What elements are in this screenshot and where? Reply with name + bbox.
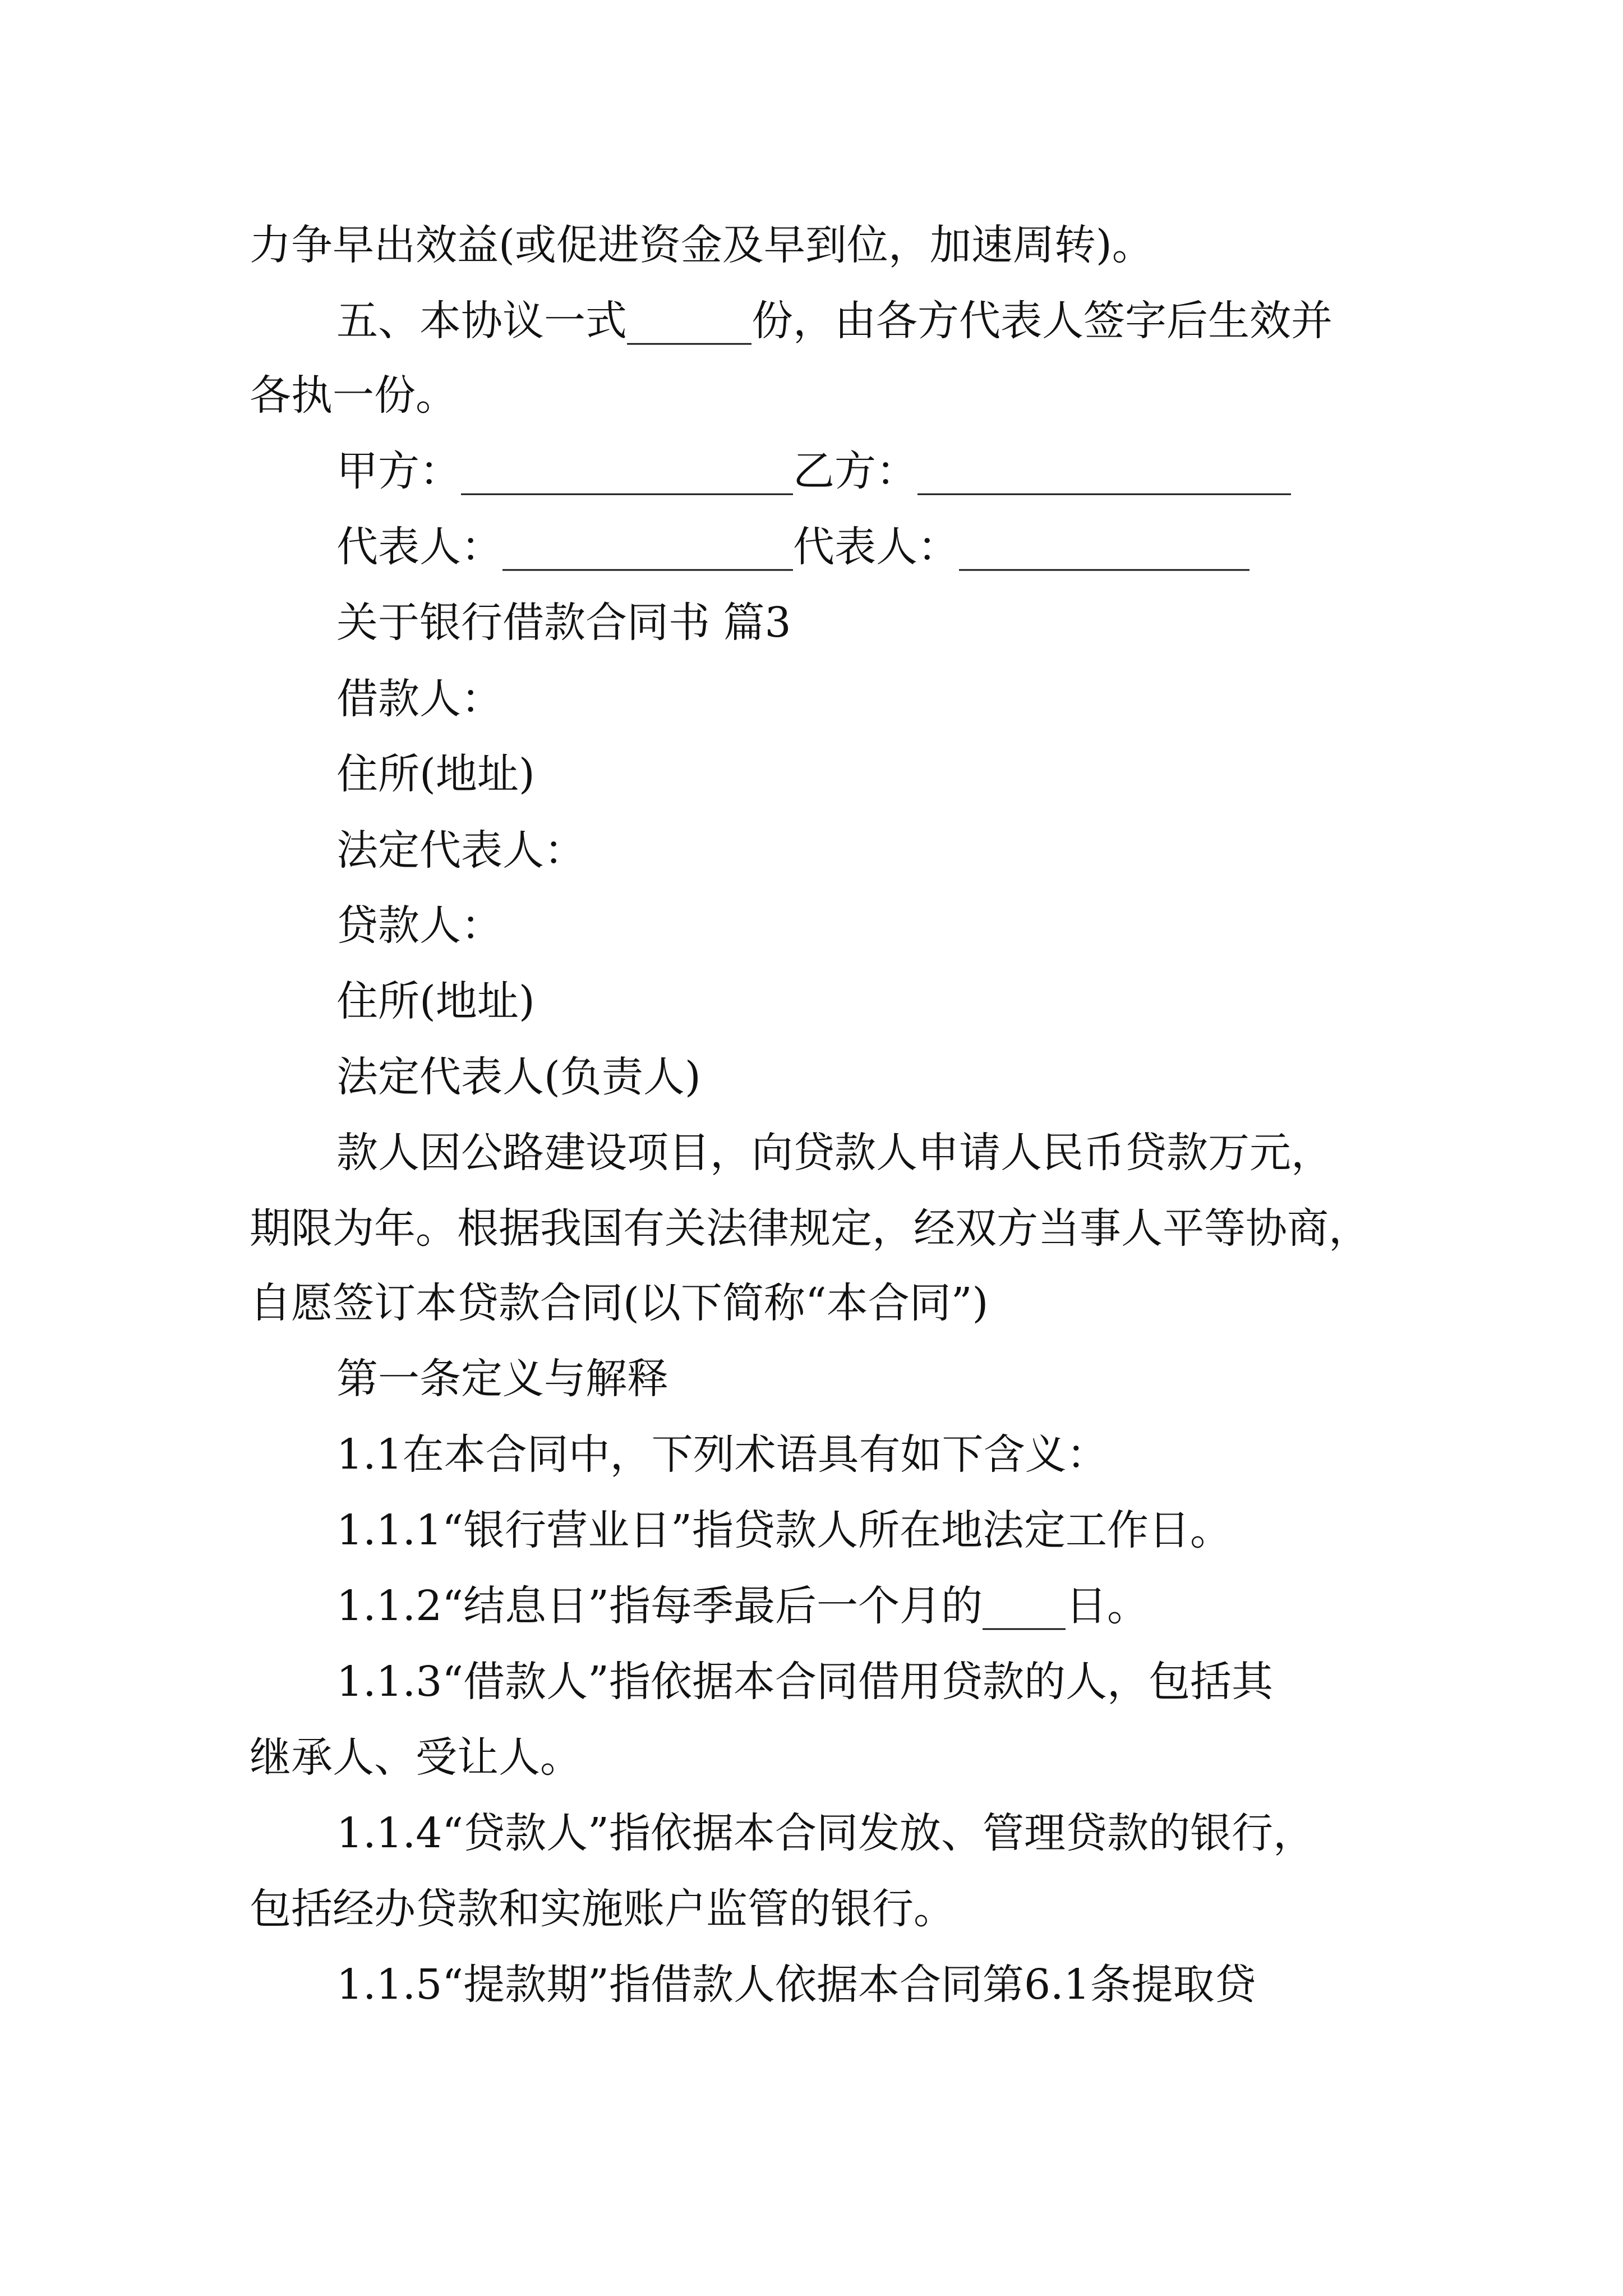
text-line: 力争早出效益(或促进资金及早到位，加速周转)。 [250, 221, 1154, 269]
text-line: 法定代表人(负责人) [336, 1053, 701, 1101]
article-heading: 第一条定义与解释 [336, 1355, 668, 1403]
text-line: 1.1.3“借款人”指依据本合同借用贷款的人，包括其 [336, 1658, 1273, 1706]
text-line: 1.1.2“结息日”指每季最后一个月的____日。 [336, 1582, 1149, 1630]
text-line: 住所(地址) [336, 977, 535, 1025]
text-line: 1.1.4“贷款人”指依据本合同发放、管理贷款的银行， [336, 1809, 1315, 1857]
signature-line-representatives: 代表人：______________代表人：______________ [336, 523, 1249, 571]
text-line: 1.1.1“银行营业日”指贷款人所在地法定工作日。 [336, 1506, 1232, 1554]
signature-line-parties: 甲方：________________乙方：__________________ [336, 447, 1291, 495]
text-line: 借款人： [336, 675, 502, 723]
text-line: 1.1.5“提款期”指借款人依据本合同第6.1条提取贷 [336, 1961, 1256, 2009]
text-line: 贷款人： [336, 901, 502, 950]
section-heading: 关于银行借款合同书 篇3 [336, 599, 791, 647]
text-line: 五、本协议一式______份，由各方代表人签字后生效并 [336, 297, 1332, 345]
text-line: 继承人、受让人。 [250, 1733, 582, 1782]
text-line: 款人因公路建设项目，向贷款人申请人民币贷款万元， [336, 1129, 1332, 1177]
text-line: 1.1在本合同中，下列术语具有如下含义： [336, 1430, 1108, 1479]
text-line: 期限为年。根据我国有关法律规定，经双方当事人平等协商， [250, 1204, 1370, 1253]
text-line: 法定代表人： [336, 826, 585, 875]
text-line: 包括经办贷款和实施账户监管的银行。 [250, 1885, 955, 1933]
text-line: 自愿签订本贷款合同(以下简称“本合同”) [250, 1279, 989, 1327]
text-line: 各执一份。 [250, 371, 457, 420]
text-line: 住所(地址) [336, 750, 535, 798]
